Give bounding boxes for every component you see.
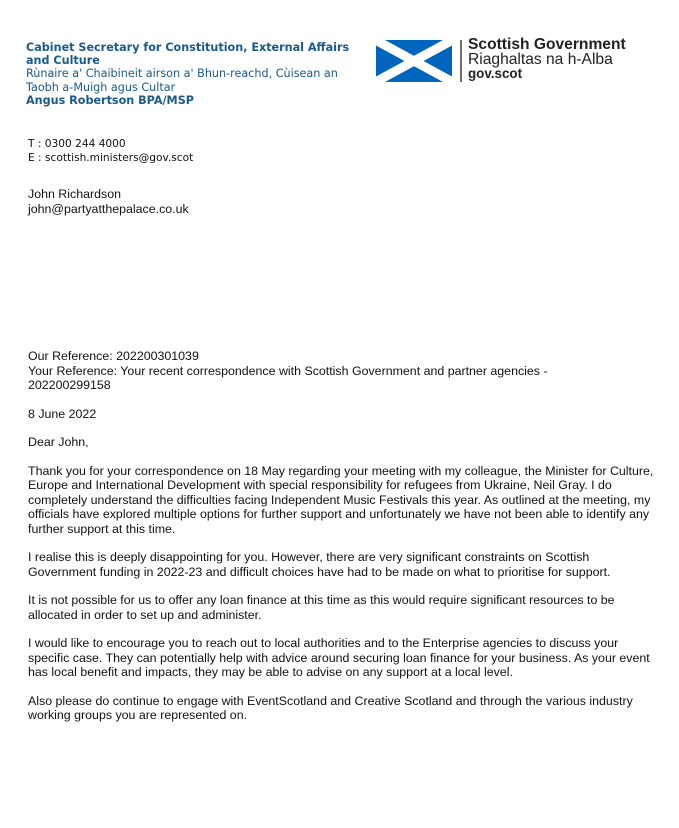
logo-line-gaelic: Riaghaltas na h-Alba xyxy=(468,50,613,68)
logo-line-english: Scottish Government xyxy=(468,36,626,53)
paragraph-loan-finance: It is not possible for us to offer any loan finance at this time as this would require significant resources to be allocated in order to set up and administer. xyxy=(28,593,615,622)
recipient-block xyxy=(28,187,189,216)
sender-gaelic-line2: Taobh a-Muigh agus Cultar xyxy=(26,80,176,94)
paragraph-local-authorities: I would like to encourage you to reach out to local authorities and to the Enterprise agencies to discuss your specific case. They can potentially help with advice around securing loan finance for your business. As your event has local benefit and impacts, they may be able to advise on any support at a local level. xyxy=(28,636,650,679)
paragraph-continue-engagement: Also please do continue to engage with EventScotland and Creative Scotland and through the various industry working groups you are represented on. xyxy=(28,693,633,722)
your-reference-line1: Your Reference: Your recent correspondence with Scottish Government and partner agencies - xyxy=(28,363,548,378)
sender-title-line2: and Culture xyxy=(26,54,100,68)
salutation: Dear John, xyxy=(28,435,89,449)
your-reference-line2: 202200299158 xyxy=(28,378,111,392)
contact-email: E : scottish.ministers@gov.scot xyxy=(28,151,194,164)
logo-divider xyxy=(460,40,462,82)
sender-name: Angus Robertson BPA/MSP xyxy=(26,93,194,107)
logo-wordmark xyxy=(468,38,626,82)
letter-date: 8 June 2022 xyxy=(28,406,97,421)
contact-phone: T : 0300 244 4000 xyxy=(28,138,126,150)
paragraph-constraints: I realise this is deeply disappointing for you. However, there are very significant constraints on Scottish Government funding in 2022-23 and difficult choices have had to be made on what to prioritise for support. xyxy=(28,550,611,579)
our-reference: Our Reference: 202200301039 xyxy=(28,349,199,363)
scottish-government-logo xyxy=(376,36,636,84)
logo-line-website: gov.scot xyxy=(468,66,523,81)
reference-block xyxy=(28,349,660,393)
sender-gaelic-line1: Rùnaire a' Chaibineit airson a' Bhun-reachd, Cùisean an xyxy=(26,67,338,81)
sender-title-line1: Cabinet Secretary for Constitution, External Affairs xyxy=(26,41,350,54)
recipient-name: John Richardson xyxy=(28,187,121,201)
letter-body xyxy=(28,349,660,737)
saltire-flag-icon xyxy=(376,40,452,82)
recipient-email: john@partyatthepalace.co.uk xyxy=(28,201,189,216)
paragraph-meeting: Thank you for your correspondence on 18 May regarding your meeting with my colleague, the Minister for Culture, Europe and International Development with special responsibility for refugees from Ukraine, Neil Gray. I do completely understand the difficulties facing Independent Music Festivals this year. As outlined at the meeting, my officials have explored multiple options for further support and unfortunately we have not been able to identify any further support at this time. xyxy=(28,463,654,536)
sender-block xyxy=(26,41,366,107)
contact-details xyxy=(28,138,193,165)
